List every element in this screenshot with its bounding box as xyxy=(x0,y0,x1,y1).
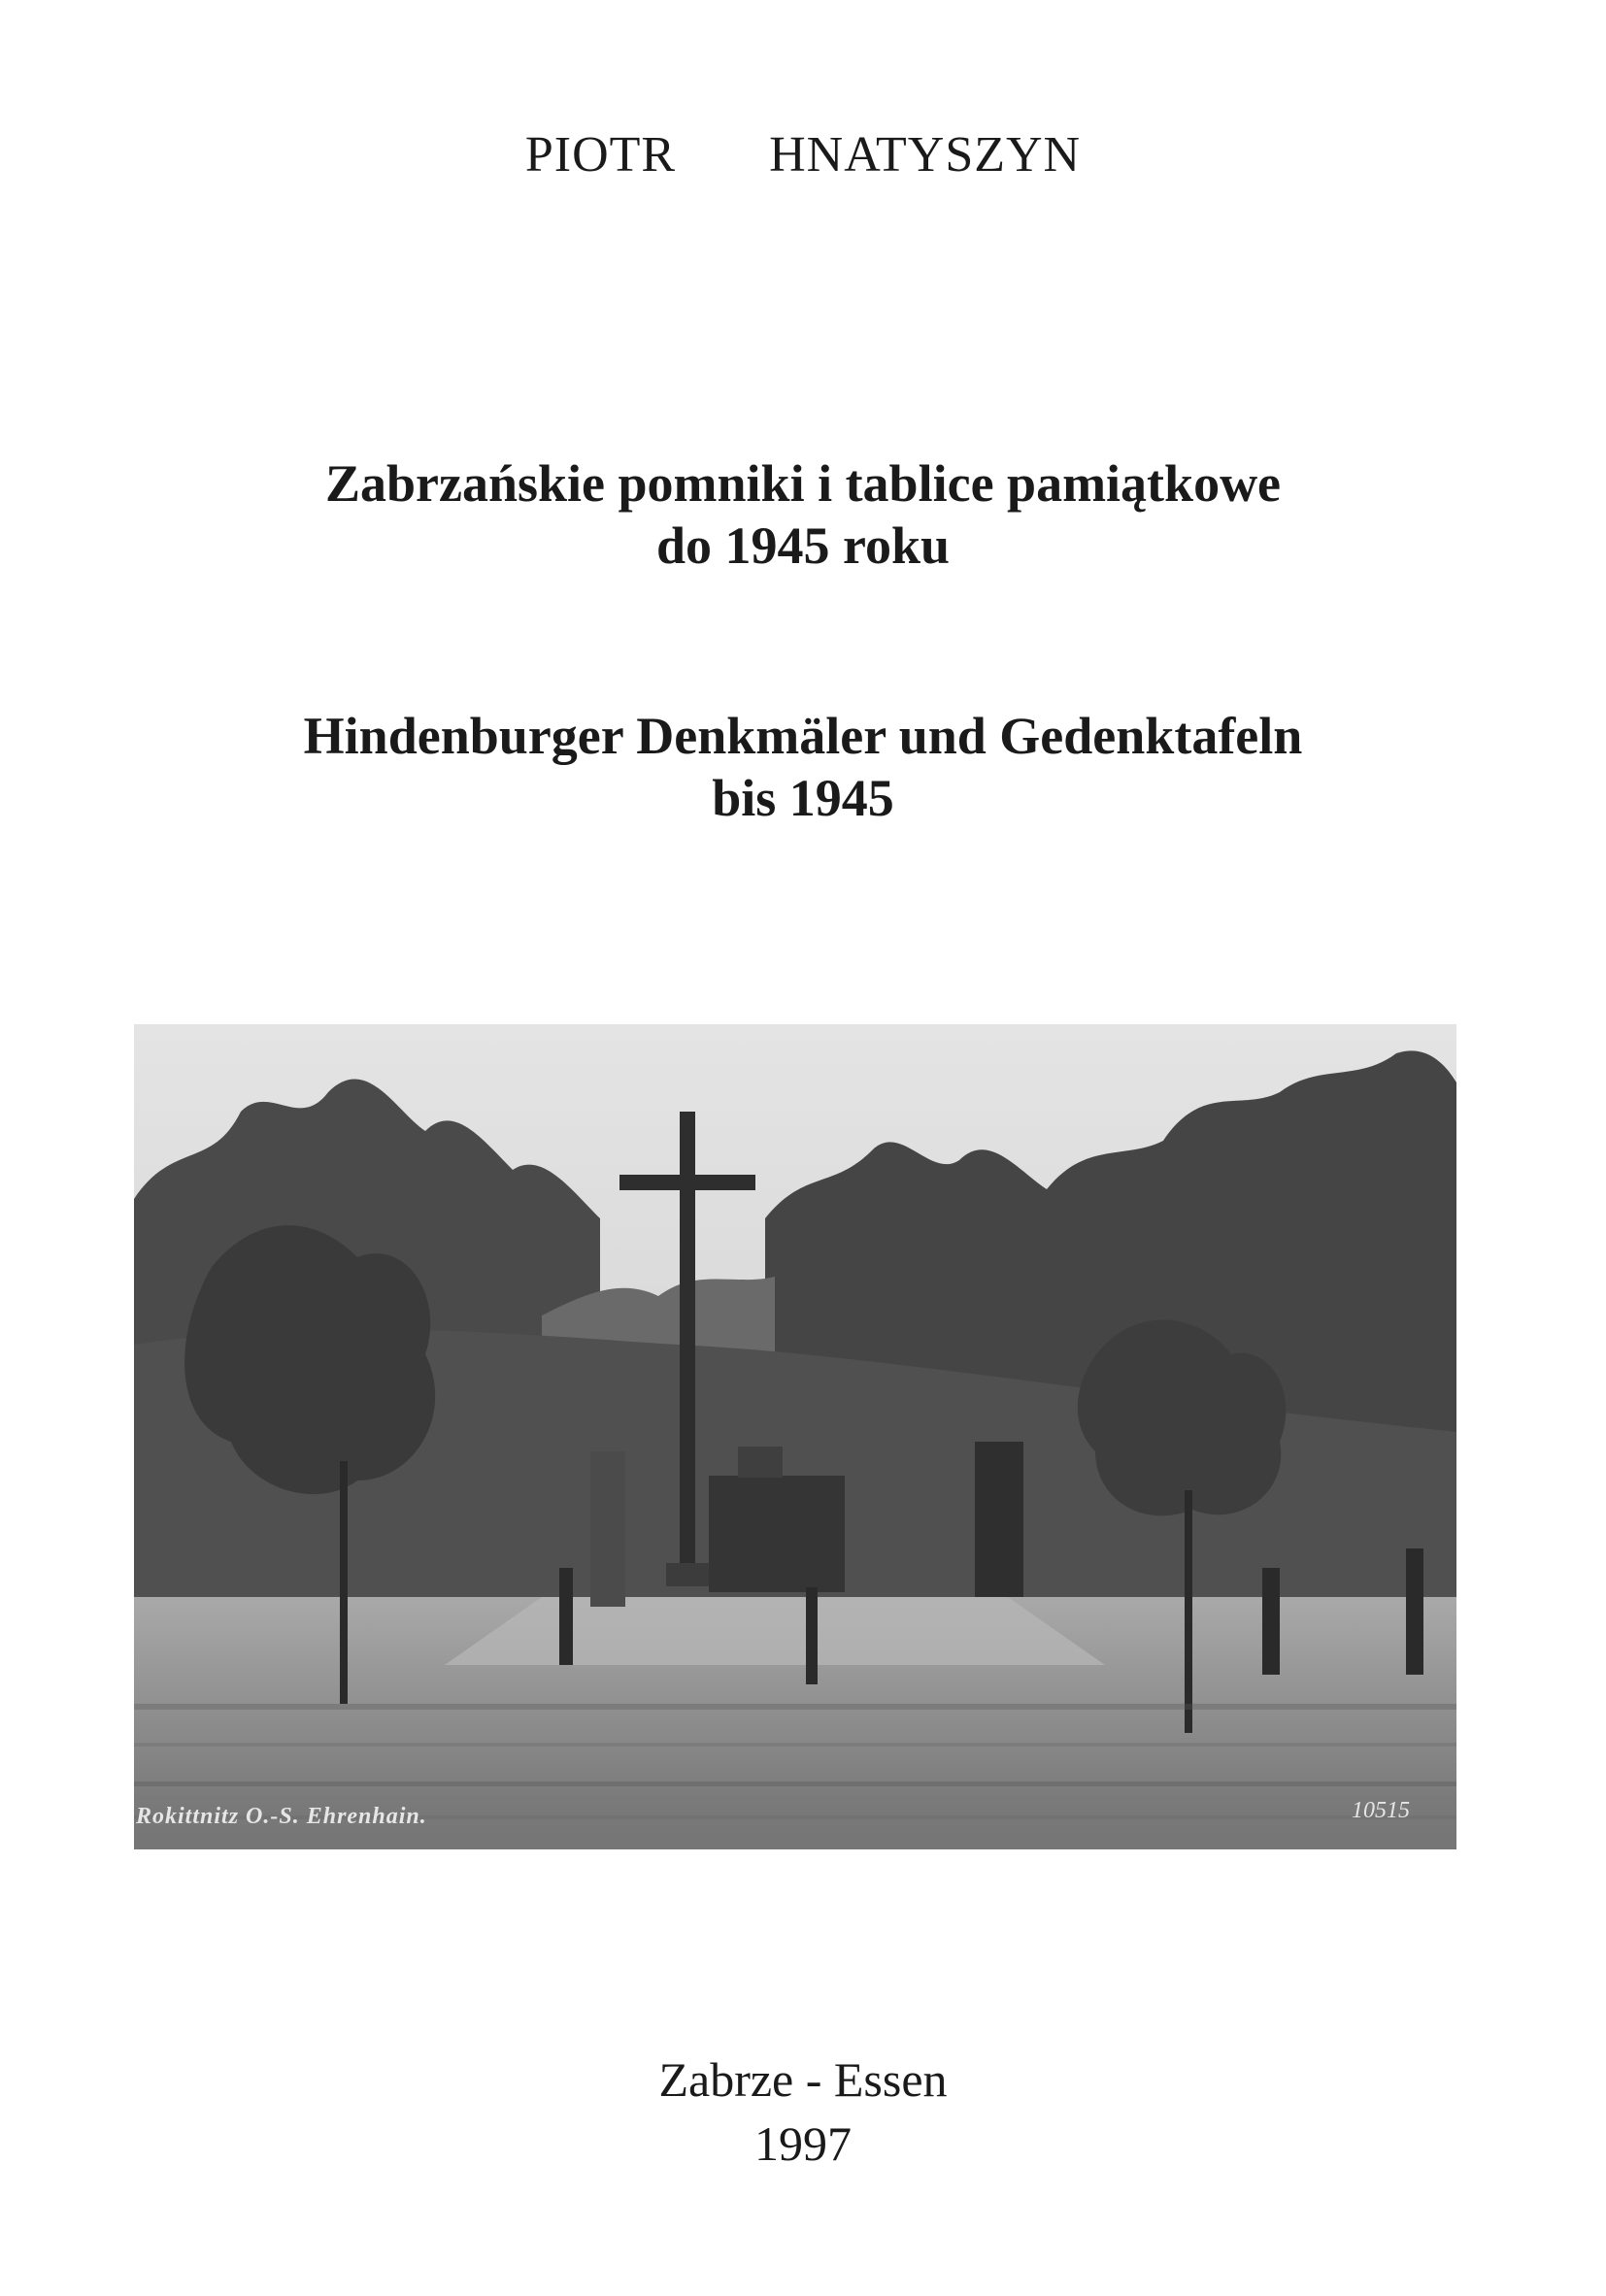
photo-foreground-trunk-mid xyxy=(806,1587,818,1684)
title-german-line-2: bis 1945 xyxy=(712,769,894,827)
photo-foreground-trunk-edge xyxy=(1406,1548,1423,1675)
photo-foreground-trunk-far-right xyxy=(1262,1568,1280,1675)
title-german-line-1: Hindenburger Denkmäler und Gedenktafeln xyxy=(303,707,1303,765)
publication-year: 1997 xyxy=(754,2116,852,2171)
photo-monument-top xyxy=(738,1447,783,1478)
photo-illustration xyxy=(134,1024,1456,1849)
photo-foreground-trunk-center xyxy=(559,1568,573,1665)
title-german xyxy=(0,705,1606,829)
photo-monument xyxy=(709,1476,845,1592)
photo-right-gateway xyxy=(975,1442,1023,1597)
title-polish xyxy=(0,452,1606,577)
photo-foreground-trunk-left xyxy=(340,1461,348,1704)
photo-left-pillar xyxy=(590,1451,625,1607)
photo-path xyxy=(445,1597,1105,1665)
photo-cross-horizontal xyxy=(619,1175,755,1190)
title-polish-line-1: Zabrzańskie pomniki i tablice pamiątkowe xyxy=(324,454,1282,513)
author-name: PIOTR HNATYSZYN xyxy=(524,127,1082,183)
publication-place: Zabrze - Essen xyxy=(658,2052,948,2107)
photo-number: 10515 xyxy=(1352,1798,1410,1823)
title-polish-line-2: do 1945 roku xyxy=(655,516,951,575)
photo-foreground-trunk-right xyxy=(1185,1490,1192,1733)
photo-cross-base xyxy=(666,1563,709,1586)
photo-caption: Rokittnitz O.-S. Ehrenhain. xyxy=(136,1804,427,1829)
memorial-photograph xyxy=(134,1024,1456,1849)
